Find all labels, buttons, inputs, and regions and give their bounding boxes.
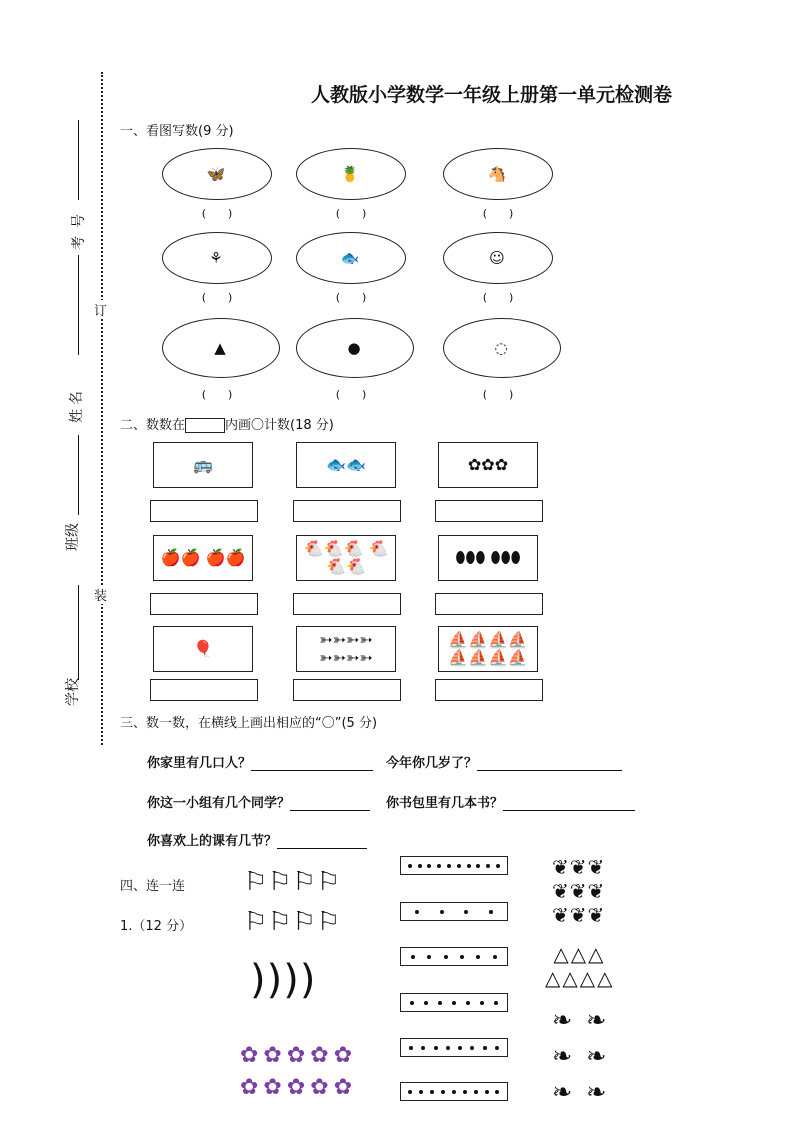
question-age: 今年你几岁了？ xyxy=(386,752,622,771)
dot xyxy=(464,910,468,914)
dot xyxy=(463,1090,467,1094)
dot xyxy=(424,1001,428,1005)
answer-parentheses[interactable]: ( ) xyxy=(201,207,233,220)
flower-icon: ✿✿✿ xyxy=(467,455,509,474)
bell-icon: ▲ xyxy=(214,339,228,357)
dot xyxy=(495,1090,499,1094)
sample-box xyxy=(185,418,225,433)
dot-box[interactable] xyxy=(400,902,508,921)
picture-oval xyxy=(162,148,272,200)
dot xyxy=(485,1090,489,1094)
dot xyxy=(444,955,448,959)
banana-icon: )))) xyxy=(250,957,317,1003)
answer-box[interactable] xyxy=(293,679,401,701)
fish-icon: 🐟🐟 xyxy=(326,455,366,474)
picture-box xyxy=(296,626,396,672)
butterfly-icon: 🦋 xyxy=(206,165,228,183)
donkey-icon: 🐴 xyxy=(487,165,509,183)
flag-icon: ⚐⚐⚐⚐ ⚐⚐⚐⚐ xyxy=(244,867,342,937)
dot-box[interactable] xyxy=(400,947,508,966)
page-title: 人教版小学数学一年级上册第一单元检测卷 xyxy=(310,84,672,106)
picture-box xyxy=(153,535,253,581)
egg-icon: ⬮⬮⬮ ⬮⬮⬮ xyxy=(455,548,521,567)
child-icon: ☺ xyxy=(489,249,507,267)
dot xyxy=(446,1046,450,1050)
dot-box[interactable] xyxy=(400,856,508,875)
binding-mark-ding: 订 xyxy=(94,300,107,319)
section4-heading: 四、连一连 xyxy=(120,879,186,894)
dot xyxy=(467,864,471,868)
answer-box[interactable] xyxy=(150,500,258,522)
section4-sub: 1.（12 分） xyxy=(120,919,193,934)
answer-parentheses[interactable]: ( ) xyxy=(335,388,367,401)
section2-heading-post: 内画〇计数(18 分) xyxy=(225,418,334,433)
dot xyxy=(418,864,422,868)
picture-box xyxy=(296,535,396,581)
picture-box xyxy=(438,626,538,672)
bus-icon: 🚌 xyxy=(193,455,213,474)
leaf-icon: ❧❧ ❧❧ ❧❧ xyxy=(552,1006,621,1106)
apple-icon: 🍎🍎 🍎🍎 xyxy=(160,548,246,567)
question-books: 你书包里有几本书？ xyxy=(386,792,635,811)
dot xyxy=(441,1090,445,1094)
drop-icon: ◌ xyxy=(494,339,510,357)
picture-oval xyxy=(296,318,414,378)
answer-box[interactable] xyxy=(150,593,258,615)
question-family: 你家里有几口人？ xyxy=(147,752,373,771)
answer-parentheses[interactable]: ( ) xyxy=(482,291,514,304)
dot xyxy=(460,955,464,959)
pineapple-icon: 🍍 xyxy=(340,165,362,183)
dot xyxy=(480,1001,484,1005)
dot xyxy=(427,955,431,959)
dot xyxy=(437,864,441,868)
dot xyxy=(470,1046,474,1050)
dot xyxy=(408,1090,412,1094)
dot xyxy=(489,910,493,914)
picture-oval xyxy=(162,318,280,378)
section3-heading: 三、数一数，在横线上画出相应的“〇”(5 分) xyxy=(120,716,378,731)
answer-parentheses[interactable]: ( ) xyxy=(482,207,514,220)
answer-box[interactable] xyxy=(435,593,543,615)
picture-oval xyxy=(443,148,553,200)
binding-dotted-line xyxy=(101,72,103,745)
picture-box xyxy=(438,442,538,488)
answer-parentheses[interactable]: ( ) xyxy=(482,388,514,401)
chicken-icon: 🐔🐔🐔 🐔🐔🐔 xyxy=(303,539,389,576)
school-label: 学校 xyxy=(65,678,81,706)
dot-box[interactable] xyxy=(400,1038,508,1057)
dot xyxy=(476,955,480,959)
section2-heading xyxy=(120,414,334,433)
class-line xyxy=(78,585,79,680)
answer-line[interactable] xyxy=(477,756,622,771)
name-line-top xyxy=(78,255,79,355)
binding-mark-zhuang: 装 xyxy=(94,585,107,604)
dot xyxy=(457,864,461,868)
dot xyxy=(438,1001,442,1005)
answer-box[interactable] xyxy=(435,679,543,701)
balloon-icon: 🎈 xyxy=(193,639,213,658)
answer-box[interactable] xyxy=(150,679,258,701)
question-group: 你这一小组有几个同学？ xyxy=(147,792,370,811)
dot xyxy=(411,955,415,959)
dot xyxy=(495,1046,499,1050)
answer-box[interactable] xyxy=(293,500,401,522)
class-label: 班级 xyxy=(65,523,81,551)
dot xyxy=(447,864,451,868)
dot xyxy=(427,864,431,868)
fish-icon: ❦❦❦ ❦❦❦ ❦❦❦ xyxy=(552,855,606,927)
flower-icon: ✿✿✿✿✿ ✿✿✿✿✿ xyxy=(240,1043,358,1100)
fish-icon: 🐟 xyxy=(340,249,362,267)
answer-line[interactable] xyxy=(503,796,635,811)
dot xyxy=(430,1090,434,1094)
dot xyxy=(434,1046,438,1050)
dot xyxy=(421,1046,425,1050)
picture-box xyxy=(438,535,538,581)
dot xyxy=(496,864,500,868)
dot xyxy=(410,1001,414,1005)
dot-box[interactable] xyxy=(400,993,508,1012)
name-line xyxy=(78,435,79,515)
picture-oval xyxy=(296,148,406,200)
small-fish-icon: ➳➳➳➳ ➳➳➳➳ xyxy=(319,630,373,667)
dot xyxy=(493,955,497,959)
picture-box xyxy=(153,442,253,488)
picture-box xyxy=(153,626,253,672)
dot xyxy=(452,1090,456,1094)
dot-box[interactable] xyxy=(400,1082,508,1101)
answer-line[interactable] xyxy=(251,756,373,771)
dot xyxy=(474,1090,478,1094)
dot xyxy=(452,1001,456,1005)
picture-oval xyxy=(296,232,406,284)
answer-box[interactable] xyxy=(293,593,401,615)
ball-icon: ● xyxy=(347,339,363,357)
answer-parentheses[interactable]: ( ) xyxy=(335,291,367,304)
dot xyxy=(466,1001,470,1005)
answer-line[interactable] xyxy=(277,834,367,849)
section2-heading-pre: 二、数数在 xyxy=(120,418,186,433)
dot xyxy=(458,1046,462,1050)
triangle-icon: △△△ △△△△ xyxy=(545,942,615,990)
dot xyxy=(486,864,490,868)
answer-box[interactable] xyxy=(435,500,543,522)
dot xyxy=(415,910,419,914)
section1-heading: 一、看图写数(9 分) xyxy=(120,124,234,139)
dot xyxy=(494,1001,498,1005)
answer-parentheses[interactable]: ( ) xyxy=(201,388,233,401)
question-classes: 你喜欢上的课有几节？ xyxy=(147,830,367,849)
answer-line[interactable] xyxy=(290,796,370,811)
picture-oval xyxy=(162,232,272,284)
picture-oval xyxy=(443,232,553,284)
dot xyxy=(408,864,412,868)
dot xyxy=(409,1046,413,1050)
name-label: 姓名 xyxy=(69,387,85,423)
picture-oval xyxy=(443,318,561,378)
exam-number-line xyxy=(78,120,79,200)
dot xyxy=(483,1046,487,1050)
plant-icon: ⚘ xyxy=(209,249,225,267)
duck-icon: ⛵⛵⛵⛵ ⛵⛵⛵⛵ xyxy=(448,630,528,667)
exam-number-label: 考号 xyxy=(71,206,87,250)
dot xyxy=(476,864,480,868)
picture-box xyxy=(296,442,396,488)
dot xyxy=(419,1090,423,1094)
answer-parentheses[interactable]: ( ) xyxy=(201,291,233,304)
dot xyxy=(440,910,444,914)
answer-parentheses[interactable]: ( ) xyxy=(335,207,367,220)
